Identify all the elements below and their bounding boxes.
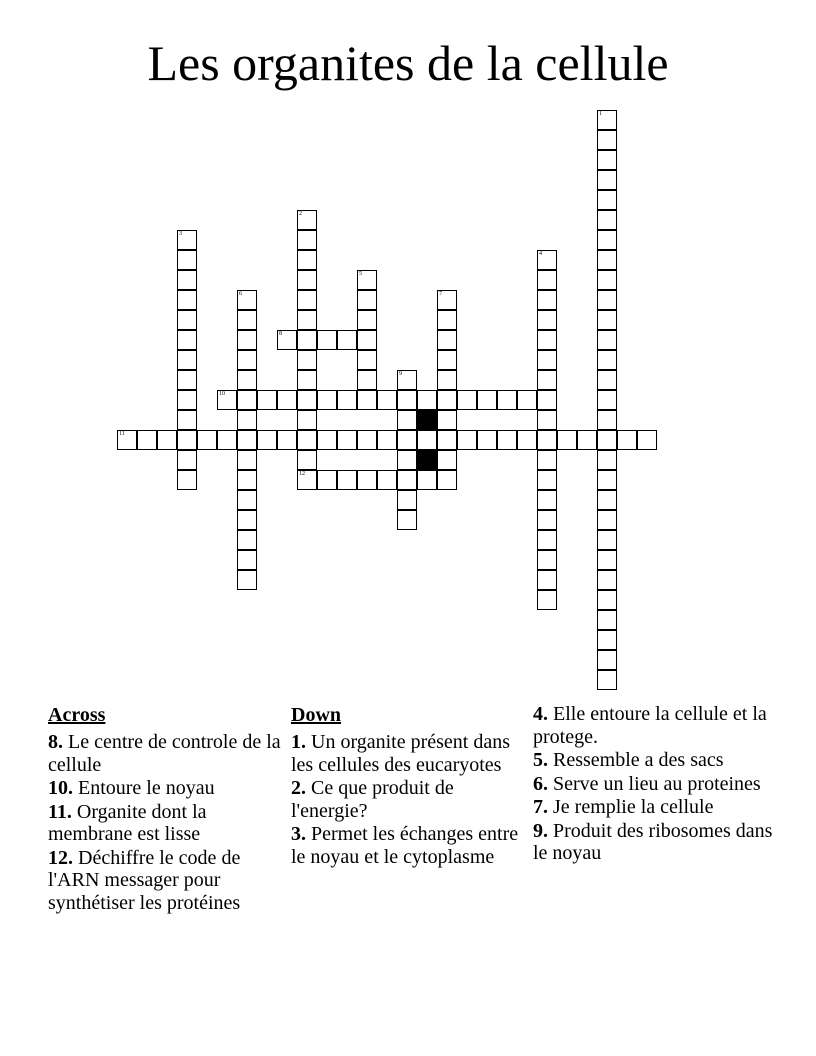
- letter-cell[interactable]: [237, 390, 257, 410]
- down-clues: [291, 703, 523, 869]
- letter-cell[interactable]: [437, 410, 457, 430]
- letter-cell[interactable]: [237, 350, 257, 370]
- letter-cell[interactable]: [537, 410, 557, 430]
- letter-cell[interactable]: [177, 390, 197, 410]
- letter-cell[interactable]: [417, 430, 437, 450]
- letter-cell[interactable]: [137, 430, 157, 450]
- letter-cell[interactable]: [597, 650, 617, 670]
- letter-cell[interactable]: [597, 510, 617, 530]
- letter-cell[interactable]: [237, 550, 257, 570]
- letter-cell[interactable]: [177, 230, 197, 250]
- across-clue-12: 12. Déchiffre le code de l'ARN messager pour synthétiser les protéines: [48, 846, 241, 914]
- down-clue-3: 3. Permet les échanges entre le noyau et le cytoplasme: [291, 823, 519, 868]
- down-clue-1: 1. Un organite présent dans les cellules des eucaryotes: [291, 731, 511, 776]
- page-title: Les organites de la cellule: [147, 35, 669, 91]
- across-clue-11: 11. Organite dont la membrane est lisse: [48, 800, 207, 845]
- letter-cell[interactable]: [597, 250, 617, 270]
- down-clues-continued: [533, 703, 778, 866]
- letter-cell[interactable]: [297, 470, 317, 490]
- letter-cell[interactable]: [397, 510, 417, 530]
- letter-cell[interactable]: [637, 430, 657, 450]
- letter-cell[interactable]: [237, 570, 257, 590]
- clue-number: 8: [279, 331, 282, 337]
- letter-cell[interactable]: [597, 630, 617, 650]
- letter-cell[interactable]: [597, 390, 617, 410]
- letter-cell[interactable]: [297, 290, 317, 310]
- letter-cell[interactable]: [357, 350, 377, 370]
- letter-cell[interactable]: [597, 310, 617, 330]
- black-square: [417, 450, 437, 470]
- letter-cell[interactable]: [597, 110, 617, 130]
- clue-number: 1: [599, 111, 602, 117]
- letter-cell[interactable]: [357, 430, 377, 450]
- across-clues: [48, 703, 283, 915]
- letter-cell[interactable]: [177, 430, 197, 450]
- letter-cell[interactable]: [317, 330, 337, 350]
- letter-cell[interactable]: [277, 430, 297, 450]
- letter-cell[interactable]: [597, 590, 617, 610]
- letter-cell[interactable]: [597, 610, 617, 630]
- letter-cell[interactable]: [517, 390, 537, 410]
- letter-cell[interactable]: [597, 450, 617, 470]
- letter-cell[interactable]: [337, 330, 357, 350]
- down-clue-6: 6. Serve un lieu au proteines: [533, 772, 761, 795]
- black-square: [417, 410, 437, 430]
- letter-cell[interactable]: [437, 450, 457, 470]
- letter-cell[interactable]: [477, 390, 497, 410]
- letter-cell[interactable]: [437, 370, 457, 390]
- letter-cell[interactable]: [297, 370, 317, 390]
- letter-cell[interactable]: [537, 510, 557, 530]
- letter-cell[interactable]: [297, 330, 317, 350]
- letter-cell[interactable]: [597, 210, 617, 230]
- down-clue-7: 7. Je remplie la cellule: [533, 796, 714, 818]
- letter-cell[interactable]: [457, 430, 477, 450]
- letter-cell[interactable]: [537, 570, 557, 590]
- letter-cell[interactable]: [597, 410, 617, 430]
- letter-cell[interactable]: [597, 170, 617, 190]
- letter-cell[interactable]: [597, 550, 617, 570]
- letter-cell[interactable]: [357, 270, 377, 290]
- letter-cell[interactable]: [597, 470, 617, 490]
- letter-cell[interactable]: [597, 230, 617, 250]
- letter-cell[interactable]: [397, 410, 417, 430]
- across-clue-8: 8. Le centre de controle de la cellule: [48, 731, 281, 776]
- letter-cell[interactable]: [517, 430, 537, 450]
- letter-cell[interactable]: [337, 390, 357, 410]
- letter-cell[interactable]: [217, 430, 237, 450]
- letter-cell[interactable]: [377, 390, 397, 410]
- letter-cell[interactable]: [277, 390, 297, 410]
- clue-number: 4: [539, 251, 542, 257]
- clue-number: 12: [299, 471, 305, 477]
- letter-cell[interactable]: [177, 290, 197, 310]
- letter-cell[interactable]: [597, 150, 617, 170]
- letter-cell[interactable]: [297, 230, 317, 250]
- down-heading: Down: [291, 704, 342, 726]
- letter-cell[interactable]: [397, 370, 417, 390]
- letter-cell[interactable]: [237, 410, 257, 430]
- letter-cell[interactable]: [597, 270, 617, 290]
- letter-cell[interactable]: [197, 430, 217, 450]
- letter-cell[interactable]: [237, 370, 257, 390]
- letter-cell[interactable]: [537, 470, 557, 490]
- letter-cell[interactable]: [397, 470, 417, 490]
- letter-cell[interactable]: [357, 370, 377, 390]
- letter-cell[interactable]: [357, 290, 377, 310]
- letter-cell[interactable]: [377, 470, 397, 490]
- letter-cell[interactable]: [597, 330, 617, 350]
- letter-cell[interactable]: [237, 430, 257, 450]
- letter-cell[interactable]: [297, 430, 317, 450]
- letter-cell[interactable]: [237, 530, 257, 550]
- letter-cell[interactable]: [577, 430, 597, 450]
- letter-cell[interactable]: [177, 450, 197, 470]
- letter-cell[interactable]: [297, 350, 317, 370]
- clue-number: 2: [299, 211, 302, 217]
- letter-cell[interactable]: [537, 310, 557, 330]
- clue-number: 11: [119, 431, 125, 437]
- letter-cell[interactable]: [237, 330, 257, 350]
- letter-cell[interactable]: [597, 350, 617, 370]
- letter-cell[interactable]: [457, 390, 477, 410]
- letter-cell[interactable]: [297, 390, 317, 410]
- across-clue-10: 10. Entoure le noyau: [48, 777, 215, 799]
- letter-cell[interactable]: [177, 310, 197, 330]
- letter-cell[interactable]: [417, 390, 437, 410]
- letter-cell[interactable]: [437, 350, 457, 370]
- letter-cell[interactable]: [617, 430, 637, 450]
- letter-cell[interactable]: [377, 430, 397, 450]
- letter-cell[interactable]: [237, 290, 257, 310]
- letter-cell[interactable]: [297, 210, 317, 230]
- down-clue-2: 2. Ce que produit de l'energie?: [291, 777, 454, 822]
- letter-cell[interactable]: [537, 450, 557, 470]
- letter-cell[interactable]: [297, 250, 317, 270]
- across-heading: Across: [48, 704, 106, 726]
- letter-cell[interactable]: [597, 490, 617, 510]
- letter-cell[interactable]: [177, 370, 197, 390]
- letter-cell[interactable]: [537, 590, 557, 610]
- letter-cell[interactable]: [397, 490, 417, 510]
- letter-cell[interactable]: [537, 550, 557, 570]
- letter-cell[interactable]: [437, 330, 457, 350]
- clue-number: 3: [179, 231, 182, 237]
- down-clue-4: 4. Elle entoure la cellule et la protege.: [533, 703, 767, 748]
- down-clue-9: 9. Produit des ribosomes dans le noyau: [533, 819, 773, 864]
- letter-cell[interactable]: [437, 430, 457, 450]
- letter-cell[interactable]: [117, 430, 137, 450]
- clue-number: 10: [219, 391, 225, 397]
- clue-number: 7: [439, 291, 442, 297]
- letter-cell[interactable]: [297, 310, 317, 330]
- letter-cell[interactable]: [357, 390, 377, 410]
- letter-cell[interactable]: [337, 470, 357, 490]
- letter-cell[interactable]: [217, 390, 237, 410]
- letter-cell[interactable]: [357, 330, 377, 350]
- letter-cell[interactable]: [297, 450, 317, 470]
- letter-cell[interactable]: [537, 330, 557, 350]
- letter-cell[interactable]: [357, 310, 377, 330]
- letter-cell[interactable]: [597, 290, 617, 310]
- letter-cell[interactable]: [237, 470, 257, 490]
- letter-cell[interactable]: [317, 430, 337, 450]
- letter-cell[interactable]: [237, 450, 257, 470]
- letter-cell[interactable]: [397, 390, 417, 410]
- letter-cell[interactable]: [537, 390, 557, 410]
- clue-number: 9: [399, 371, 402, 377]
- letter-cell[interactable]: [397, 430, 417, 450]
- letter-cell[interactable]: [417, 470, 437, 490]
- letter-cell[interactable]: [597, 530, 617, 550]
- letter-cell[interactable]: [277, 330, 297, 350]
- letter-cell[interactable]: [497, 430, 517, 450]
- letter-cell[interactable]: [237, 510, 257, 530]
- letter-cell[interactable]: [177, 330, 197, 350]
- letter-cell[interactable]: [177, 410, 197, 430]
- letter-cell[interactable]: [317, 470, 337, 490]
- letter-cell[interactable]: [257, 430, 277, 450]
- letter-cell[interactable]: [437, 470, 457, 490]
- letter-cell[interactable]: [177, 270, 197, 290]
- letter-cell[interactable]: [177, 250, 197, 270]
- down-clue-5: 5. Ressemble a des sacs: [533, 749, 724, 771]
- clue-number: 5: [359, 271, 362, 277]
- letter-cell[interactable]: [437, 290, 457, 310]
- letter-cell[interactable]: [597, 370, 617, 390]
- letter-cell[interactable]: [597, 430, 617, 450]
- letter-cell[interactable]: [597, 670, 617, 690]
- letter-cell[interactable]: [537, 290, 557, 310]
- letter-cell[interactable]: [237, 490, 257, 510]
- letter-cell[interactable]: [597, 570, 617, 590]
- letter-cell[interactable]: [537, 530, 557, 550]
- letter-cell[interactable]: [317, 390, 337, 410]
- letter-cell[interactable]: [557, 430, 577, 450]
- letter-cell[interactable]: [237, 310, 257, 330]
- letter-cell[interactable]: [537, 270, 557, 290]
- letter-cell[interactable]: [477, 430, 497, 450]
- clue-number: 6: [239, 291, 242, 297]
- letter-cell[interactable]: [497, 390, 517, 410]
- letter-cell[interactable]: [597, 130, 617, 150]
- letter-cell[interactable]: [537, 490, 557, 510]
- letter-cell[interactable]: [437, 390, 457, 410]
- letter-cell[interactable]: [397, 450, 417, 470]
- letter-cell[interactable]: [177, 470, 197, 490]
- letter-cell[interactable]: [297, 270, 317, 290]
- letter-cell[interactable]: [257, 390, 277, 410]
- letter-cell[interactable]: [297, 410, 317, 430]
- letter-cell[interactable]: [357, 470, 377, 490]
- letter-cell[interactable]: [157, 430, 177, 450]
- letter-cell[interactable]: [537, 250, 557, 270]
- letter-cell[interactable]: [537, 350, 557, 370]
- letter-cell[interactable]: [537, 370, 557, 390]
- letter-cell[interactable]: [437, 310, 457, 330]
- letter-cell[interactable]: [537, 430, 557, 450]
- letter-cell[interactable]: [177, 350, 197, 370]
- letter-cell[interactable]: [597, 190, 617, 210]
- letter-cell[interactable]: [337, 430, 357, 450]
